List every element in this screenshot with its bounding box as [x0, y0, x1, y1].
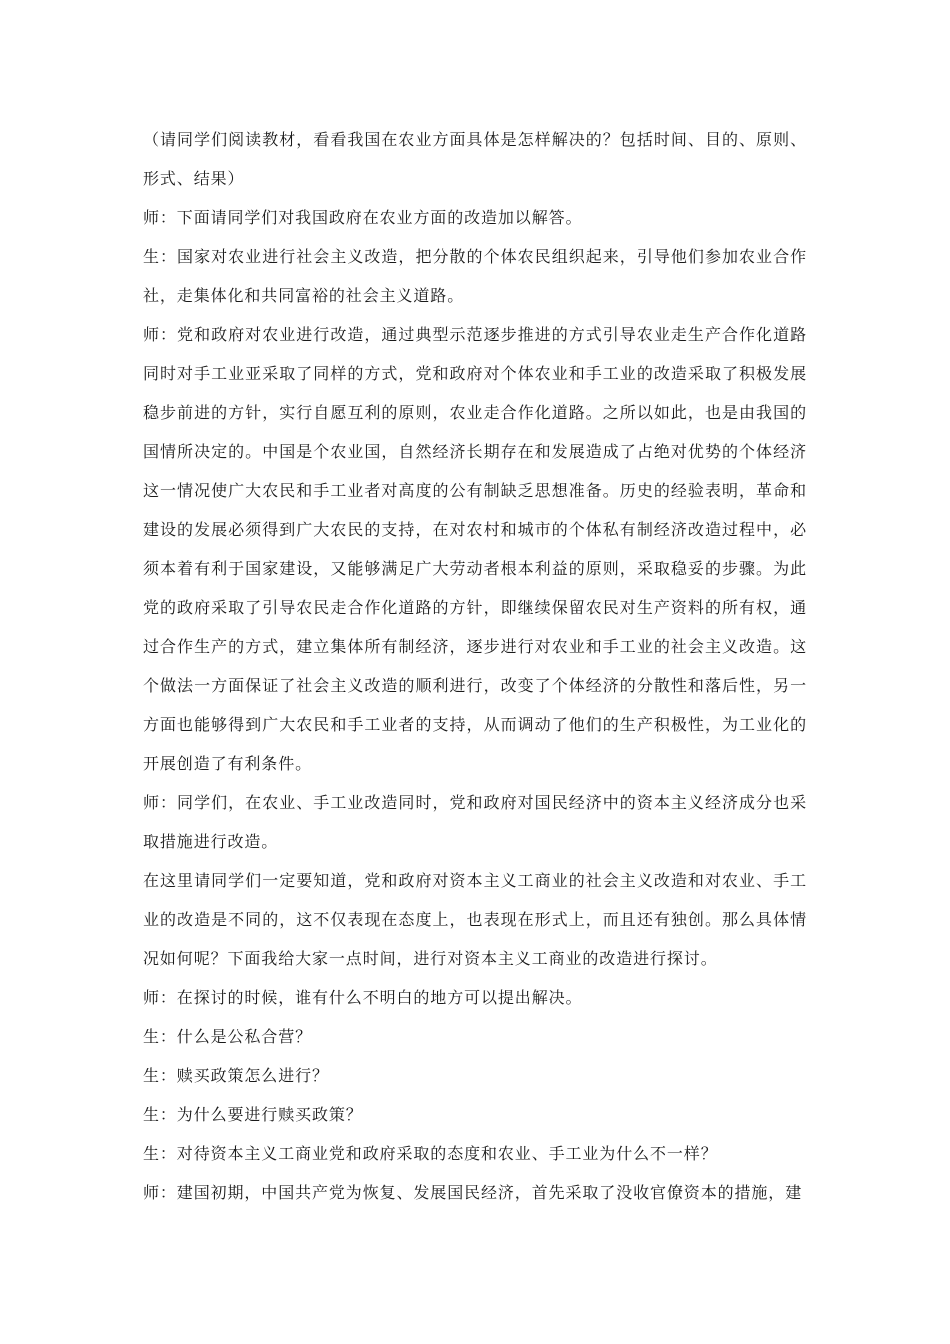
student-line: 生：赎买政策怎么进行？: [143, 1066, 329, 1085]
teacher-line: 师：党和政府对农业进行改造，通过典型示范逐步推进的方式引导农业走生产合作化道路同时对手工业亚采取了同样的方式，党和政府对个体农业和手工业的改造采取了积极发展稳步前进的方针，实行自愿互利的原则，农业走合作化道路。之所以如此，也是由我国的国情所决定的。中国是个农业国，自然经济长期存在和发展造成了占绝对优势的个体经济这一情况使广大农民和手工业者对高度的公有制缺乏思想准备。历史的经验表明，革命和建设的发展必须得到广大农民的支持，在对农村和城市的个体私有制经济改造过程中，必须本着有利于国家建设，又能够满足广大劳动者根本利益的原则，采取稳妥的步骤。为此党的政府采取了引导农民走合作化道路的方针，即继续保留农民对生产资料的所有权，通过合作生产的方式，建立集体所有制经济，逐步进行对农业和手工业的社会主义改造。这个做法一方面保证了社会主义改造的顺利进行，改变了个体经济的分散性和落后性，另一方面也能够得到广大农民和手工业者的支持，从而调动了他们的生产积极性，为工业化的开展创造了有利条件。: [143, 325, 807, 773]
student-line: 生：对待资本主义工商业党和政府采取的态度和农业、手工业为什么不一样？: [143, 1144, 718, 1163]
narration-paragraph: 在这里请同学们一定要知道，党和政府对资本主义工商业的社会主义改造和对农业、手工业的改造是不同的，这不仅表现在态度上，也表现在形式上，而且还有独创。那么具体情况如何呢？下面我给大家一点时间，进行对资本主义工商业的改造进行探讨。: [143, 871, 807, 968]
teacher-line: 师：建国初期，中国共产党为恢复、发展国民经济，首先采取了没收官僚资本的措施，建: [143, 1183, 803, 1202]
student-line: 生：国家对农业进行社会主义改造，把分散的个体农民组织起来，引导他们参加农业合作社，走集体化和共同富裕的社会主义道路。: [143, 247, 807, 305]
teacher-line: 师：同学们，在农业、手工业改造同时，党和政府对国民经济中的资本主义经济成分也采取措施进行改造。: [143, 793, 807, 851]
lesson-transcript: [143, 120, 807, 1212]
student-line: 生：为什么要进行赎买政策？: [143, 1105, 363, 1124]
teacher-line: 师：下面请同学们对我国政府在农业方面的改造加以解答。: [143, 208, 583, 227]
student-line: 生：什么是公私合营？: [143, 1027, 313, 1046]
teacher-line: 师：在探讨的时候，谁有什么不明白的地方可以提出解决。: [143, 988, 583, 1007]
reading-instruction-paragraph: （请同学们阅读教材，看看我国在农业方面具体是怎样解决的？包括时间、目的、原则、形式、结果）: [143, 130, 807, 188]
